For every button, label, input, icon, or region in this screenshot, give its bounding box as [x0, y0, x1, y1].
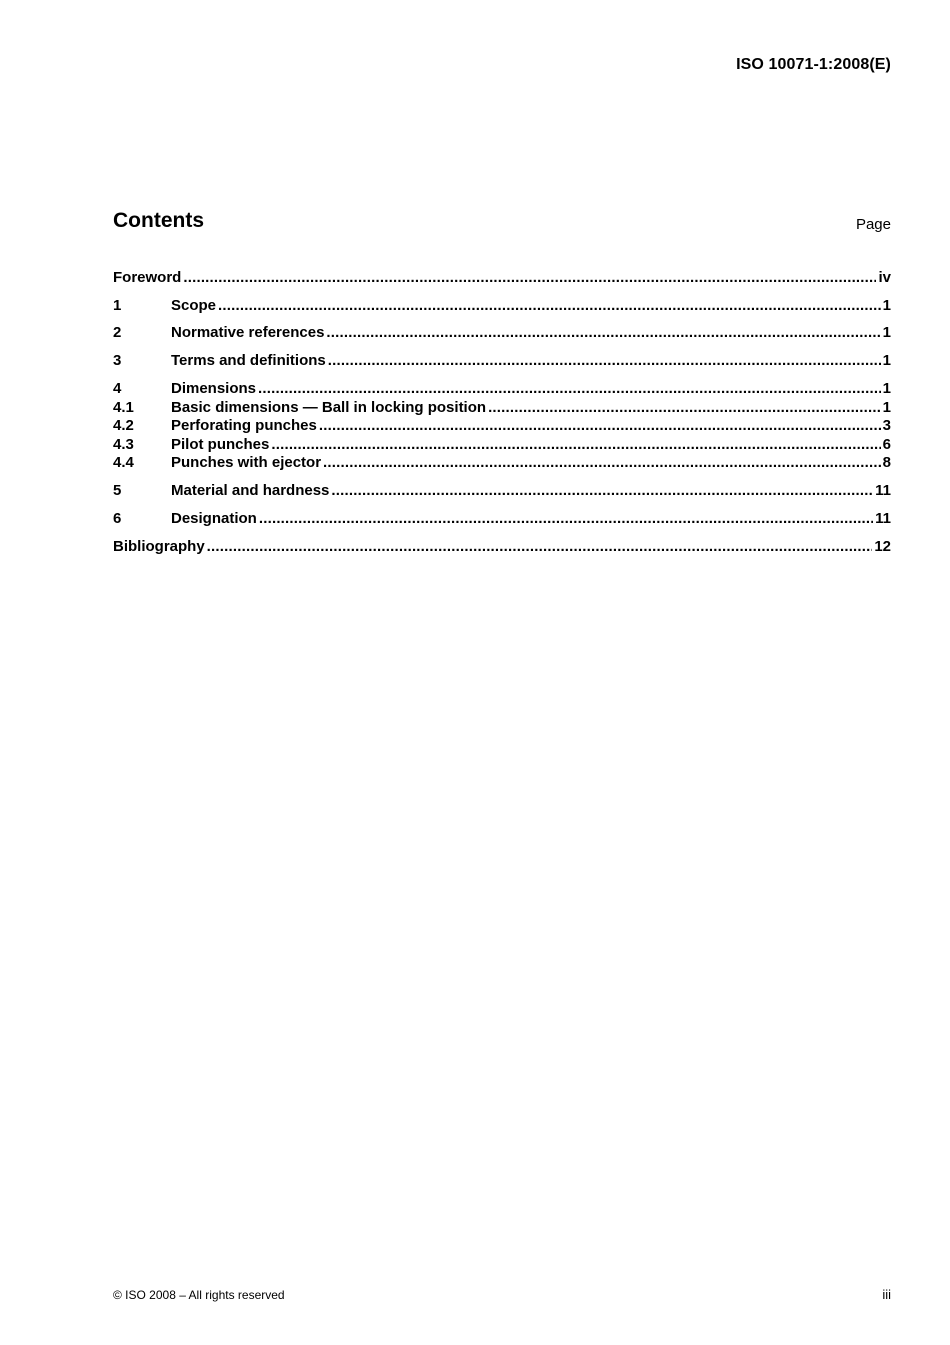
toc-entry-page: 3 [882, 417, 891, 434]
toc-leader-dots [183, 268, 876, 288]
toc-entry-number: 4.1 [113, 399, 134, 416]
toc-entry-number: 4.4 [113, 454, 134, 471]
toc-entry-page: 1 [882, 324, 891, 341]
toc-leader-dots [319, 416, 881, 436]
toc-entry-terms-and-definitions[interactable] [113, 351, 891, 371]
toc-entry-page: 6 [882, 436, 891, 453]
toc-leader-dots [207, 537, 873, 557]
toc-entry-page: 1 [882, 352, 891, 369]
toc-leader-dots [258, 379, 881, 399]
toc-entry-number: 1 [113, 297, 122, 314]
toc-entry-number: 4 [113, 380, 122, 397]
toc-leader-dots [331, 481, 873, 501]
toc-entry-number: 3 [113, 352, 122, 369]
toc-entry-title: Dimensions [171, 380, 257, 397]
toc-entry-title: Material and hardness [171, 482, 330, 499]
toc-entry-page: iv [878, 269, 891, 286]
toc-leader-dots [323, 453, 881, 473]
toc-leader-dots [326, 323, 880, 343]
toc-leader-dots [218, 296, 881, 316]
toc-entry-page: 8 [882, 454, 891, 471]
toc-entry-page: 1 [882, 297, 891, 314]
toc-entry-title: Scope [171, 297, 217, 314]
toc-entry-designation[interactable] [113, 509, 891, 529]
toc-leader-dots [271, 435, 880, 455]
toc-entry-page: 12 [874, 538, 891, 555]
toc-leader-dots [259, 509, 873, 529]
toc-entry-material-and-hardness[interactable] [113, 481, 891, 501]
toc-entry-title: Designation [171, 510, 257, 527]
table-of-contents [113, 0, 891, 1345]
toc-entry-scope[interactable] [113, 296, 891, 316]
toc-entry-punches-with-ejector[interactable] [113, 453, 891, 473]
toc-entry-number: 5 [113, 482, 122, 499]
toc-leader-dots [328, 351, 881, 371]
toc-entry-page: 11 [875, 510, 891, 527]
toc-entry-title: Foreword [113, 269, 182, 286]
toc-entry-number: 6 [113, 510, 122, 527]
toc-entry-number: 2 [113, 324, 122, 341]
toc-leader-dots [488, 398, 881, 418]
toc-entry-foreword[interactable] [113, 268, 891, 288]
toc-entry-title: Pilot punches [171, 436, 270, 453]
toc-entry-perforating-punches[interactable] [113, 416, 891, 436]
contents-heading: Contents [113, 209, 204, 232]
toc-entry-title: Bibliography [113, 538, 205, 555]
footer-page-number: iii [882, 1287, 891, 1302]
toc-entry-page: 11 [875, 482, 891, 499]
toc-entry-title: Perforating punches [171, 417, 317, 434]
toc-entry-title: Normative references [171, 324, 325, 341]
toc-entry-number: 4.2 [113, 417, 134, 434]
toc-entry-number: 4.3 [113, 436, 134, 453]
toc-entry-dimensions[interactable] [113, 379, 891, 399]
toc-entry-basic-dimensions[interactable] [113, 398, 891, 418]
toc-entry-page: 1 [882, 399, 891, 416]
toc-entry-title: Basic dimensions — Ball in locking position [171, 399, 487, 416]
footer-copyright: © ISO 2008 – All rights reserved [113, 1288, 285, 1302]
toc-entry-pilot-punches[interactable] [113, 435, 891, 455]
document-id: ISO 10071-1:2008(E) [736, 56, 891, 73]
toc-entry-title: Punches with ejector [171, 454, 322, 471]
toc-entry-title: Terms and definitions [171, 352, 326, 369]
toc-entry-page: 1 [882, 380, 891, 397]
page-column-label: Page [855, 216, 891, 233]
toc-entry-bibliography[interactable] [113, 537, 891, 557]
toc-entry-normative-references[interactable] [113, 323, 891, 343]
